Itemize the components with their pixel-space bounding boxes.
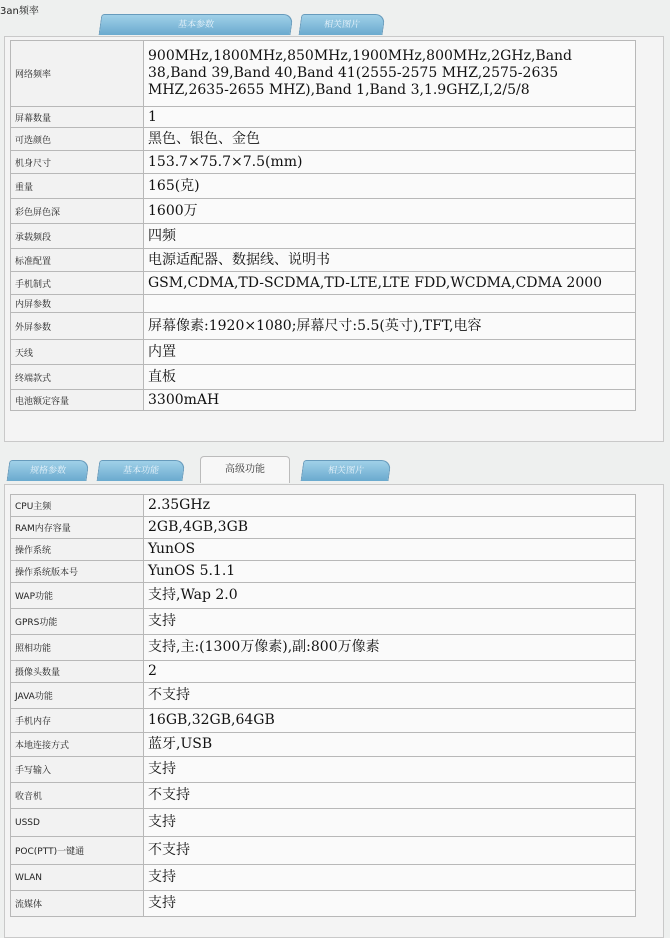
spec-key: 收音机: [11, 783, 144, 809]
table-row: [11, 809, 636, 837]
table-row: [11, 733, 636, 757]
spec-value: 电源适配器、数据线、说明书: [144, 249, 636, 272]
spec-value: 蓝牙,USB: [144, 733, 636, 757]
spec-value: 2: [144, 661, 636, 683]
table-row: [11, 107, 636, 128]
table-row: [11, 224, 636, 249]
table-row: [11, 199, 636, 224]
spec-key: 本地连接方式: [11, 733, 144, 757]
spec-value: 支持,Wap 2.0: [144, 583, 636, 609]
spec-key: JAVA功能: [11, 683, 144, 709]
table-row: [11, 272, 636, 295]
table-row: [11, 313, 636, 340]
spec-value: 3300mAH: [144, 390, 636, 411]
spec-value: 支持: [144, 891, 636, 917]
spec-value: 四频: [144, 224, 636, 249]
spec-key: 照相功能: [11, 635, 144, 661]
tab-spec-params[interactable]: 规格参数: [7, 460, 90, 481]
spec-key: 电池额定容量: [11, 390, 144, 411]
table-row: [11, 41, 636, 107]
spec-key: WAP功能: [11, 583, 144, 609]
table-row: [11, 249, 636, 272]
table-row: [11, 495, 636, 517]
spec-value: 900MHz,1800MHz,850MHz,1900MHz,800MHz,2GHz,Band 38,Band 39,Band 40,Band 41(2555-2575 MHZ,2575-2635 MHZ,2635-2655 MHZ),Band 1,Band 3,1.9GHZ,I,2/5/8: [144, 41, 636, 107]
spec-key: 操作系统: [11, 539, 144, 561]
spec-key: 网络频率: [11, 41, 144, 107]
tab-advanced-features[interactable]: 高级功能: [200, 456, 290, 483]
spec-value: 支持,主:(1300万像素),副:800万像素: [144, 635, 636, 661]
spec-key: 机身尺寸: [11, 151, 144, 174]
spec-value: 2.35GHz: [144, 495, 636, 517]
spec-value: 内置: [144, 340, 636, 365]
spec-key: USSD: [11, 809, 144, 837]
page-header-label: 3an频率: [0, 6, 39, 17]
spec-key: GPRS功能: [11, 609, 144, 635]
spec-value: 165(克): [144, 174, 636, 199]
spec-value: 1: [144, 107, 636, 128]
spec-table-1: [10, 40, 636, 411]
spec-key: 操作系统版本号: [11, 561, 144, 583]
tab-basic-features[interactable]: 基本功能: [97, 460, 186, 481]
spec-value: 支持: [144, 809, 636, 837]
spec-value: GSM,CDMA,TD-SCDMA,TD-LTE,LTE FDD,WCDMA,CDMA 2000: [144, 272, 636, 295]
spec-key: 可选颜色: [11, 128, 144, 151]
spec-table-2: [10, 494, 636, 917]
table-row: [11, 865, 636, 891]
spec-key: 流媒体: [11, 891, 144, 917]
table-row: [11, 783, 636, 809]
table-row: [11, 683, 636, 709]
table-row: [11, 539, 636, 561]
table-row: [11, 295, 636, 313]
spec-key: 手机制式: [11, 272, 144, 295]
spec-value: 直板: [144, 365, 636, 390]
spec-value: 支持: [144, 865, 636, 891]
table-row: [11, 661, 636, 683]
spec-key: 摄像头数量: [11, 661, 144, 683]
spec-value: 屏幕像素:1920×1080;屏幕尺寸:5.5(英寸),TFT,电容: [144, 313, 636, 340]
table-row: [11, 151, 636, 174]
tab-basic-params[interactable]: 基本参数: [99, 14, 294, 35]
table-row: [11, 517, 636, 539]
spec-value: [144, 295, 636, 313]
spec-value: YunOS 5.1.1: [144, 561, 636, 583]
table-row: [11, 891, 636, 917]
spec-key: 彩色屏色深: [11, 199, 144, 224]
spec-key: CPU主频: [11, 495, 144, 517]
spec-value: 不支持: [144, 837, 636, 865]
table-row: [11, 561, 636, 583]
spec-value: 1600万: [144, 199, 636, 224]
spec-key: 手机内存: [11, 709, 144, 733]
tab-bar-2: [0, 456, 670, 482]
spec-key: 标准配置: [11, 249, 144, 272]
spec-value: 黑色、银色、金色: [144, 128, 636, 151]
spec-key: 终端款式: [11, 365, 144, 390]
table-row: [11, 390, 636, 411]
tab-related-images[interactable]: 相关图片: [299, 14, 386, 35]
spec-key: 屏幕数量: [11, 107, 144, 128]
spec-value: 153.7×75.7×7.5(mm): [144, 151, 636, 174]
table-row: [11, 609, 636, 635]
spec-value: 2GB,4GB,3GB: [144, 517, 636, 539]
table-row: [11, 635, 636, 661]
table-row: [11, 583, 636, 609]
table-row: [11, 128, 636, 151]
table-row: [11, 340, 636, 365]
spec-key: WLAN: [11, 865, 144, 891]
table-row: [11, 365, 636, 390]
spec-value: YunOS: [144, 539, 636, 561]
table-row: [11, 757, 636, 783]
table-row: [11, 709, 636, 733]
spec-key: 内屏参数: [11, 295, 144, 313]
table-row: [11, 174, 636, 199]
spec-value: 支持: [144, 609, 636, 635]
table-row: [11, 837, 636, 865]
spec-value: 支持: [144, 757, 636, 783]
tab-related-images-2[interactable]: 相关图片: [301, 460, 392, 481]
spec-value: 16GB,32GB,64GB: [144, 709, 636, 733]
spec-key: 手写输入: [11, 757, 144, 783]
spec-key: 外屏参数: [11, 313, 144, 340]
spec-key: 承载频段: [11, 224, 144, 249]
spec-key: RAM内存容量: [11, 517, 144, 539]
tab-bar-1: [0, 10, 670, 36]
spec-value: 不支持: [144, 683, 636, 709]
spec-key: POC(PTT)一键通: [11, 837, 144, 865]
spec-key: 重量: [11, 174, 144, 199]
spec-value: 不支持: [144, 783, 636, 809]
spec-key: 天线: [11, 340, 144, 365]
